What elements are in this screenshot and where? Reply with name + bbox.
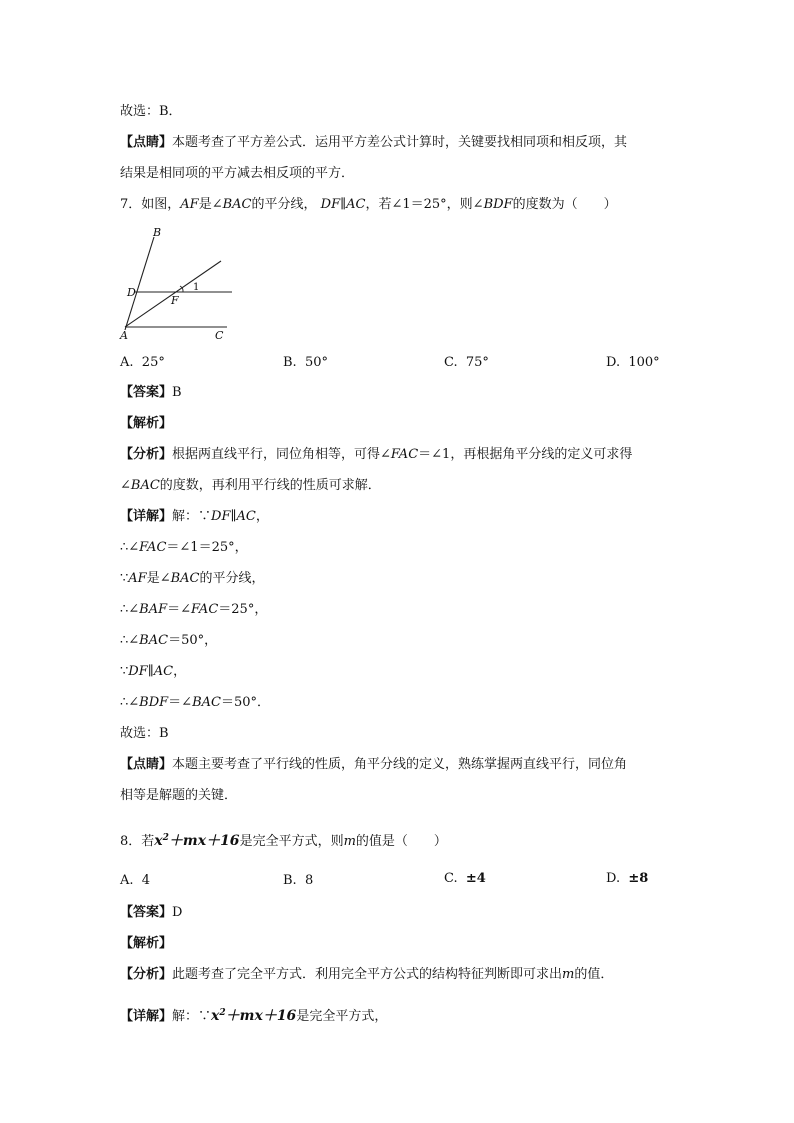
q8-option-key: D. (606, 871, 621, 886)
q7-option-key: A. (120, 355, 134, 370)
expr-rest: ＋mx＋16 (168, 833, 240, 849)
q8-fenxi-m: m (562, 967, 575, 982)
q7-dianjing-line1 (120, 756, 627, 774)
label-b: B (153, 226, 162, 239)
q8-answer-tag: 【答案】 (120, 905, 173, 920)
q7-option-a (120, 354, 165, 372)
expr-exponent: 2 (162, 833, 169, 843)
q7-option-key: C. (444, 355, 458, 370)
remark-line-continued: 结果是相同项的平方减去相反项的平方． (120, 166, 355, 181)
label-f: F (171, 294, 179, 307)
q7-step-1 (120, 539, 248, 557)
remark-text: 本题考查了平方差公式．运用平方差公式计算时，关键要找相同项和相反项，其 (172, 135, 628, 150)
q8-option-c (444, 870, 486, 888)
step-text: ＝25°， (218, 602, 268, 617)
step-var: FAC (191, 602, 219, 617)
q7-detail-line (120, 508, 269, 526)
step-var: BAF (139, 602, 168, 617)
q8-option-a (120, 872, 150, 890)
q8-detail-line (120, 1004, 387, 1026)
label-angle-1: 1 (193, 282, 200, 293)
step-var: BAC (170, 571, 200, 586)
q7-answer (120, 384, 182, 402)
expr-rest: ＋mx＋16 (225, 1008, 297, 1024)
q7-step-4 (120, 632, 217, 650)
q7-option-key: B. (283, 355, 297, 370)
q7-detail-dfac: DF∥AC (211, 509, 256, 524)
q8-fenxi-text: 此题考查了完全平方式．利用完全平方公式的结构特征判断即可求出 (172, 967, 563, 982)
q7-detail-text: 解：∵ (172, 509, 212, 524)
q7-stem-text: ，若∠1＝25°，则∠ (365, 197, 484, 212)
q8-option-key: A. (120, 873, 134, 888)
q7-geometry-figure (115, 222, 240, 344)
q7-fenxi-text: ＝∠1，再根据角平分线的定义可求得 (418, 447, 633, 462)
q7-option-value: 50° (304, 355, 328, 370)
label-a: A (120, 329, 128, 342)
step-var: BDF (139, 695, 169, 710)
expr-x: x (211, 1008, 220, 1024)
label-d: D (127, 286, 136, 299)
q7-conclusion: 故选：B (120, 726, 169, 741)
step-text: ∵ (120, 664, 129, 679)
step-text: ＝∠ (168, 695, 193, 710)
step-text: ＝∠ (167, 602, 192, 617)
q7-answer-value: B (172, 385, 182, 400)
q8-answer (120, 904, 182, 922)
expr-x: x (154, 833, 163, 849)
q7-answer-tag: 【答案】 (120, 385, 173, 400)
q8-option-b (283, 872, 313, 890)
q7-option-value: 25° (141, 355, 165, 370)
q8-analysis-tag: 【解析】 (120, 936, 173, 951)
q7-fenxi-bac: BAC (130, 478, 160, 493)
q8-stem-m: m (343, 834, 356, 849)
q8-stem-text: 的值是（ ） (355, 834, 447, 849)
q7-fenxi-fac: FAC (390, 447, 419, 462)
step-text: ＝∠1＝25°， (166, 540, 248, 555)
expr-exponent: 2 (219, 1008, 226, 1018)
q7-fenxi-line2 (120, 477, 381, 495)
q8-detail-expression (211, 1008, 296, 1024)
q7-option-key: D. (606, 355, 621, 370)
q7-detail-tag: 【详解】 (120, 509, 173, 524)
q7-stem (120, 196, 617, 214)
label-c: C (215, 329, 224, 342)
q7-dianjing-tag: 【点睛】 (120, 757, 173, 772)
line-ab (125, 237, 154, 330)
q7-fenxi-line1 (120, 446, 632, 464)
q8-stem-text: 是完全平方式，则 (239, 834, 344, 849)
q8-option-key: C. (444, 871, 458, 886)
q7-stem-af: AF (180, 197, 199, 212)
q7-stem-text: 是∠ (198, 197, 223, 212)
q8-option-value: 4 (141, 873, 151, 888)
q7-step-2 (120, 570, 265, 588)
q8-analysis-heading (120, 935, 172, 953)
q8-answer-value: D (172, 905, 183, 920)
q7-step-5 (120, 663, 186, 681)
q7-step-6 (120, 694, 270, 712)
step-text: ∴∠ (120, 540, 140, 555)
q8-fenxi-line (120, 966, 613, 984)
q8-stem-text: 8．若 (120, 834, 155, 849)
q8-fenxi-tag: 【分析】 (120, 967, 173, 982)
q8-stem (120, 829, 447, 851)
q7-fenxi-tag: 【分析】 (120, 447, 173, 462)
step-text: ＝50°． (220, 695, 271, 710)
q7-option-value: 100° (628, 355, 660, 370)
q7-fenxi-text: 根据两直线平行，同位角相等，可得∠ (172, 447, 391, 462)
conclusion-line: 故选：B． (120, 104, 182, 119)
q8-option-key: B. (283, 873, 297, 888)
q7-option-b (283, 354, 328, 372)
q7-option-c (444, 354, 489, 372)
q8-expression (154, 833, 239, 849)
q7-analysis-tag: 【解析】 (120, 416, 173, 431)
q7-dianjing-line2: 相等是解题的关键． (120, 788, 238, 803)
q7-stem-bac: BAC (222, 197, 252, 212)
q8-fenxi-text: 的值． (574, 967, 614, 982)
step-text: ∴∠ (120, 633, 140, 648)
step-var: FAC (139, 540, 167, 555)
q8-detail-tag: 【详解】 (120, 1009, 173, 1024)
q8-detail-text: 是完全平方式， (296, 1009, 388, 1024)
q7-stem-dfac: DF∥AC (320, 197, 366, 212)
step-text: ， (173, 664, 187, 679)
q7-dianjing-text: 本题主要考查了平行线的性质，角平分线的定义，熟练掌握两直线平行，同位角 (172, 757, 628, 772)
step-text: ＝50°， (168, 633, 218, 648)
remark-line (120, 134, 627, 152)
q7-stem-bdf: BDF (483, 197, 513, 212)
step-text: ∵ (120, 571, 129, 586)
q7-stem-text: 的平分线， (251, 197, 317, 212)
q8-detail-text: 解：∵ (172, 1009, 212, 1024)
step-var: BAC (139, 633, 169, 648)
step-var: BAC (192, 695, 221, 710)
q7-option-d (606, 354, 660, 372)
q7-option-value: 75° (465, 355, 489, 370)
q8-option-value: 8 (304, 873, 314, 888)
q8-option-d (606, 870, 648, 888)
q7-fenxi-text: ∠ (120, 478, 131, 493)
q7-stem-text: 7．如图， (120, 197, 181, 212)
remark-tag: 【点睛】 (120, 135, 173, 150)
q7-step-3 (120, 601, 267, 619)
step-text: 的平分线， (199, 571, 265, 586)
step-var: AF (128, 571, 147, 586)
q7-fenxi-text: 的度数，再利用平行线的性质可求解． (159, 478, 381, 493)
q7-analysis-heading (120, 415, 172, 433)
step-var: DF∥AC (128, 664, 174, 679)
step-text: ∴∠ (120, 695, 140, 710)
step-text: 是∠ (146, 571, 171, 586)
q7-stem-text: 的度数为（ ） (512, 197, 617, 212)
q8-option-value: ±4 (465, 871, 486, 886)
q8-option-value: ±8 (628, 871, 649, 886)
step-text: ∴∠ (120, 602, 140, 617)
q7-detail-text: ， (255, 509, 269, 524)
